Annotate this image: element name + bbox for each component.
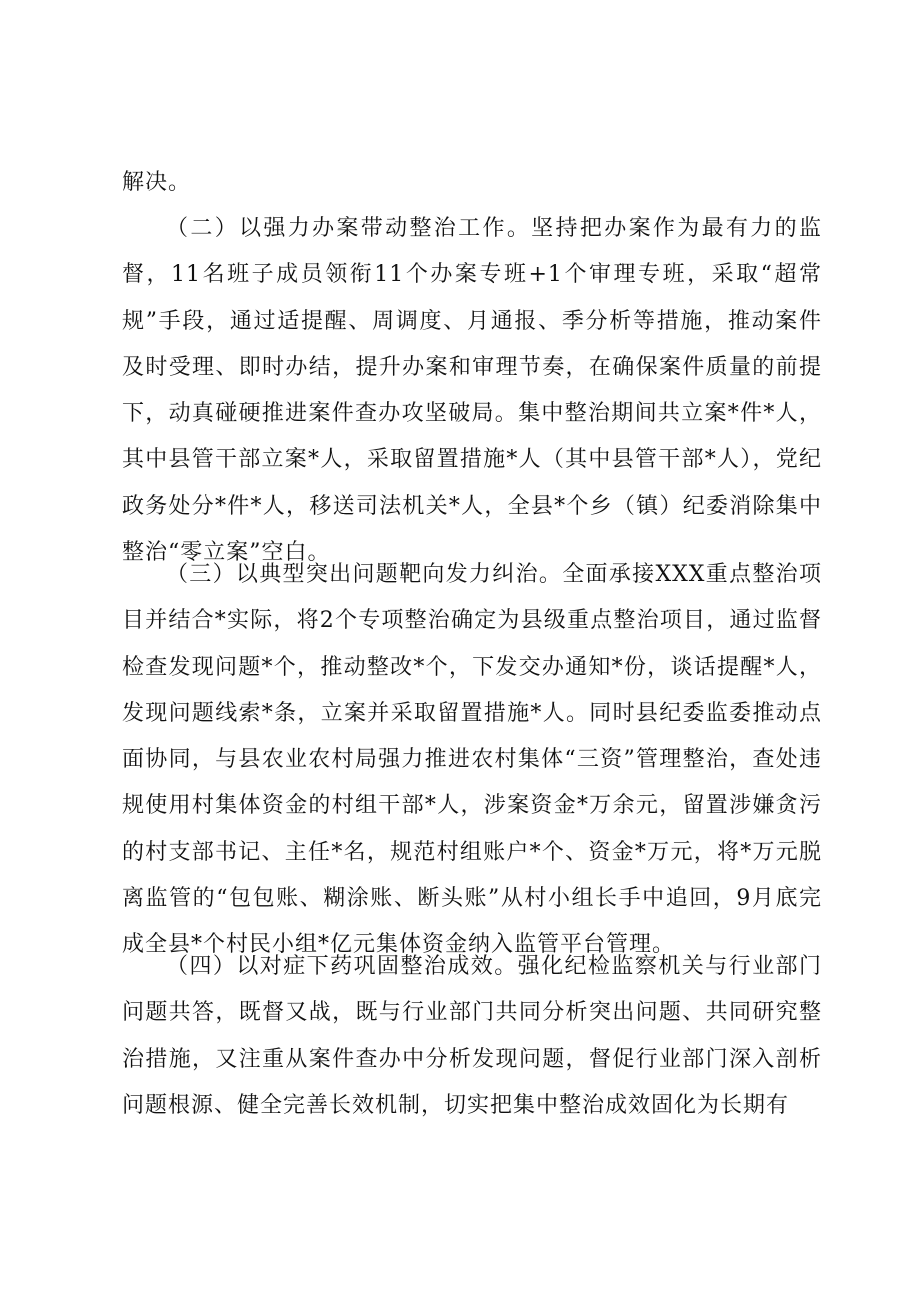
paragraph-continuation: 解决。 xyxy=(122,170,192,195)
paragraph-section-4: （四）以对症下药巩固整治成效。强化纪检监察机关与行业部门问题共答，既督又战，既与行业部门共同分析突出问题、共同研究整治措施，又注重从案件查办中分析发现问题，督促行业部门深入剖析问题根源、健全完善长效机制，切实把集中整治成效固化为长期有 xyxy=(122,954,822,1118)
document-page xyxy=(122,0,822,1301)
paragraph-section-3: （三）以典型突出问题靶向发力纠治。全面承接XXX重点整治项目并结合*实际，将2个专项整治确定为县级重点整治项目，通过监督检查发现问题*个，推动整改*个，下发交办通知*份，谈话提醒*人，发现问题线索*条，立案并采取留置措施*人。同时县纪委监委推动点面协同，与县农业农村局强力推进农村集体“三资”管理整治，查处违规使用村集体资金的村组干部*人，涉案资金*万余元，留置涉嫌贪污的村支部书记、主任*名，规范村组账户*个、资金*万元，将*万元脱离监管的“包包账、糊涂账、断头账”从村小组长手中追回，9月底完成全县*个村民小组*亿元集体资金纳入监管平台管理。 xyxy=(122,562,822,958)
paragraph-section-2: （二）以强力办案带动整治工作。坚持把办案作为最有力的监督，11名班子成员领衔11个办案专班+1个审理专班，采取“超常规”手段，通过适提醒、周调度、月通报、季分析等措施，推动案件及时受理、即时办结，提升办案和审理节奏，在确保案件质量的前提下，动真碰硬推进案件查办攻坚破局。集中整治期间共立案*件*人，其中县管干部立案*人，采取留置措施*人（其中县管干部*人），党纪政务处分*件*人，移送司法机关*人，全县*个乡（镇）纪委消除集中整治“零立案”空白。 xyxy=(122,216,822,566)
